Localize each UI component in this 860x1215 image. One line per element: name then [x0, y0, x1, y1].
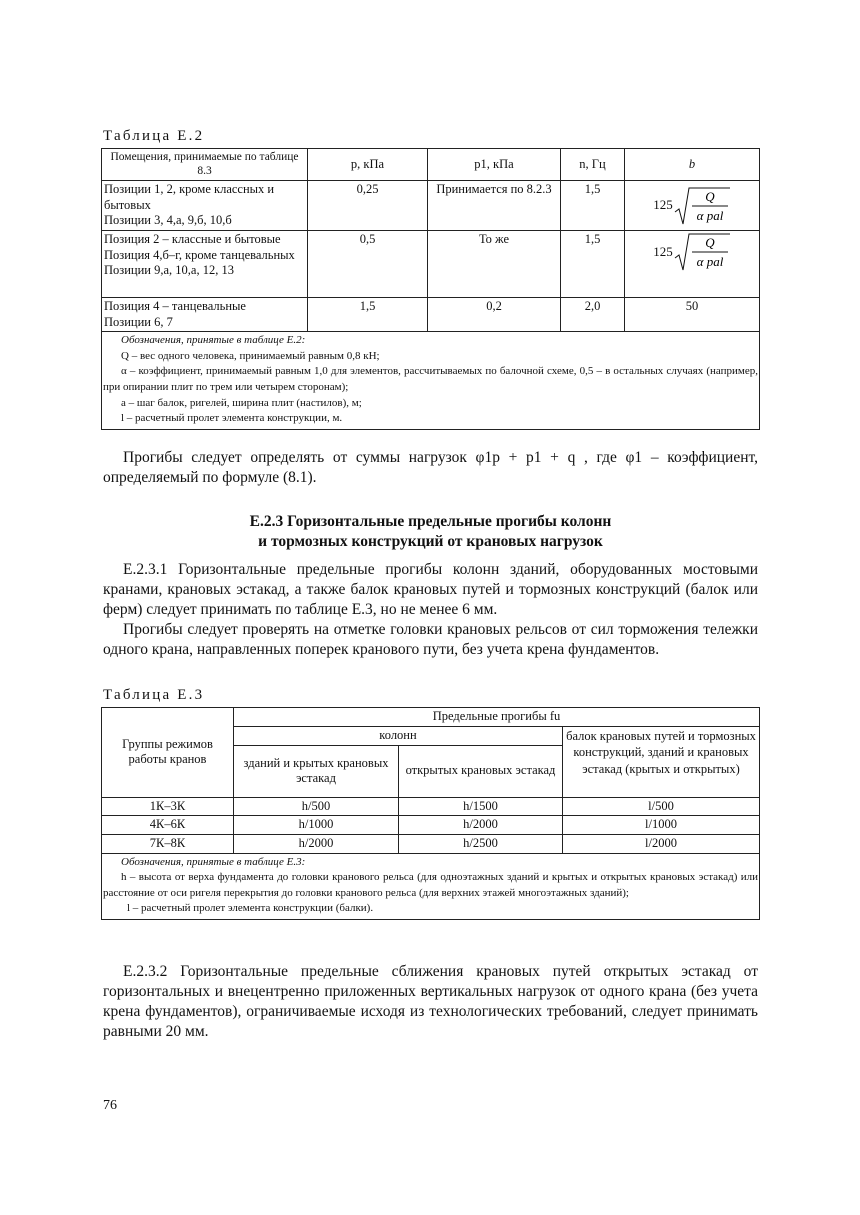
table-e2-caption: Таблица Е.2	[103, 128, 205, 144]
note-a: a – шаг балок, ригелей, ширина плит (настилов), м;	[121, 396, 362, 409]
row1-p1: Принимается по 8.2.3	[428, 181, 561, 231]
notes-title: Обозначения, принятые в таблице Е.2:	[121, 334, 306, 347]
paragraph-e231-text: Е.2.3.1 Горизонтальные предельные прогибы колонн зданий, оборудованных мостовыми кранами, крановых эстакад, а также балок крановых путей и тормозных конструкций (балок или ферм) следует принимать по таблице Е.3, но не менее 6 мм.	[103, 561, 758, 618]
row2-buildings: h/1000	[234, 816, 399, 835]
b-denominator: α pal	[696, 254, 724, 269]
header-columns: колонн	[234, 727, 563, 746]
page-number: 76	[103, 1098, 117, 1113]
row1-open: h/1500	[399, 797, 563, 816]
note-l: l – расчетный пролет элемента конструкции, м.	[121, 412, 343, 425]
section-heading-line1: Е.2.3 Горизонтальные предельные прогибы колонн	[249, 513, 612, 530]
table-row	[102, 797, 760, 816]
table-e2-notes	[102, 332, 760, 430]
table-e3-notes-row	[102, 853, 760, 919]
paragraph-check	[103, 620, 758, 660]
b-formula	[653, 186, 731, 226]
row3-group: 7К–8К	[102, 834, 234, 853]
header-groups: Группы режимов работы кранов	[102, 708, 234, 798]
header-p1: p1, кПа	[428, 149, 561, 181]
row1-p: 0,25	[308, 181, 428, 231]
b-coef: 125	[653, 197, 673, 213]
b-denominator: α pal	[696, 207, 724, 223]
paragraph-deflection	[103, 448, 758, 488]
table-row	[102, 834, 760, 853]
row1-buildings: h/500	[234, 797, 399, 816]
b-numerator: Q	[705, 188, 715, 204]
header-open: открытых крановых эстакад	[399, 745, 563, 797]
row1-b	[625, 181, 760, 231]
header-b: b	[625, 149, 760, 181]
note-q: Q – вес одного человека, принимаемый равным 0,8 кН;	[121, 349, 380, 362]
row2-beams: l/1000	[563, 816, 760, 835]
row2-group: 4К–6К	[102, 816, 234, 835]
header-limit: Предельные прогибы fu	[234, 708, 760, 727]
row1-premises: Позиции 1, 2, кроме классных и бытовых Позиции 3, 4,а, 9,б, 10,б	[102, 181, 308, 231]
row2-p1: То же	[428, 231, 561, 298]
row2-p: 0,5	[308, 231, 428, 298]
table-e2	[101, 148, 760, 430]
sqrt-fraction	[673, 186, 731, 226]
header-p: p, кПа	[308, 149, 428, 181]
sqrt-fraction	[673, 232, 731, 272]
row3-p1: 0,2	[428, 298, 561, 332]
row1-group: 1К–3К	[102, 797, 234, 816]
note-l: l – расчетный пролет элемента конструкции (балки).	[127, 902, 374, 915]
paragraph-e231	[103, 560, 758, 620]
note-alpha: α – коэффициент, принимаемый равным 1,0 для элементов, рассчитываемых по балочной схеме, 0,5 – в остальных случаях (например, при опирании плит по трем или четырем сторонам);	[103, 365, 758, 394]
table-e3-notes	[102, 853, 760, 919]
header-beams: балок крановых путей и тормозных конструкций, зданий и крановых эстакад (крытых и открытых)	[563, 727, 760, 798]
table-e3-header-row1	[102, 708, 760, 727]
row3-premises: Позиция 4 – танцевальные Позиции 6, 7	[102, 298, 308, 332]
section-heading-line2: и тормозных конструкций от крановых нагрузок	[258, 533, 603, 550]
table-e2-header-row	[102, 149, 760, 181]
row2-open: h/2000	[399, 816, 563, 835]
table-e3	[101, 707, 760, 920]
row2-premises: Позиция 2 – классные и бытовые Позиция 4,б–г, кроме танцевальных Позиции 9,а, 10,а, 12, 13	[102, 231, 308, 298]
b-coef: 125	[653, 243, 673, 259]
paragraph-deflection-text: Прогибы следует определять от суммы нагрузок φ1p + p1 + q , где φ1 – коэффициент, определяемый по формуле (8.1).	[103, 449, 758, 486]
row2-n: 1,5	[561, 231, 625, 298]
note-h: h – высота от верха фундамента до головки кранового рельса (для одноэтажных зданий и крытых и открытых крановых эстакад) или расстояние от оси ригеля перекрытия до головки кранового рельса (для верхних этажей многоэтажных зданий);	[103, 871, 759, 899]
row3-open: h/2500	[399, 834, 563, 853]
table-e3-caption: Таблица Е.3	[103, 687, 205, 703]
table-e2-notes-row	[102, 332, 760, 430]
table-row	[102, 231, 760, 298]
paragraph-e232-text: Е.2.3.2 Горизонтальные предельные сближения крановых путей открытых эстакад от горизонтальных и внецентренно приложенных вертикальных нагрузок от одного крана (без учета крена фундаментов), ограничиваемые исходя из технологических требований, следует принимать равными 20 мм.	[103, 963, 758, 1040]
row2-b	[625, 231, 760, 298]
row3-buildings: h/2000	[234, 834, 399, 853]
row3-n: 2,0	[561, 298, 625, 332]
b-formula	[653, 232, 731, 272]
paragraph-check-text: Прогибы следует проверять на отметке головки крановых рельсов от сил торможения тележки одного крана, направленных поперек кранового пути, без учета крена фундаментов.	[103, 621, 758, 658]
row3-beams: l/2000	[563, 834, 760, 853]
row1-beams: l/500	[563, 797, 760, 816]
notes-title: Обозначения, принятые в таблице Е.3:	[121, 855, 306, 868]
paragraph-e232	[103, 962, 758, 1042]
b-numerator: Q	[705, 235, 715, 250]
table-row	[102, 816, 760, 835]
table-row	[102, 181, 760, 231]
row1-n: 1,5	[561, 181, 625, 231]
row3-b: 50	[625, 298, 760, 332]
header-premises: Помещения, принимаемые по таблице 8.3	[102, 149, 308, 181]
row3-p: 1,5	[308, 298, 428, 332]
header-n: n, Гц	[561, 149, 625, 181]
header-buildings: зданий и крытых крановых эстакад	[234, 745, 399, 797]
table-row	[102, 298, 760, 332]
